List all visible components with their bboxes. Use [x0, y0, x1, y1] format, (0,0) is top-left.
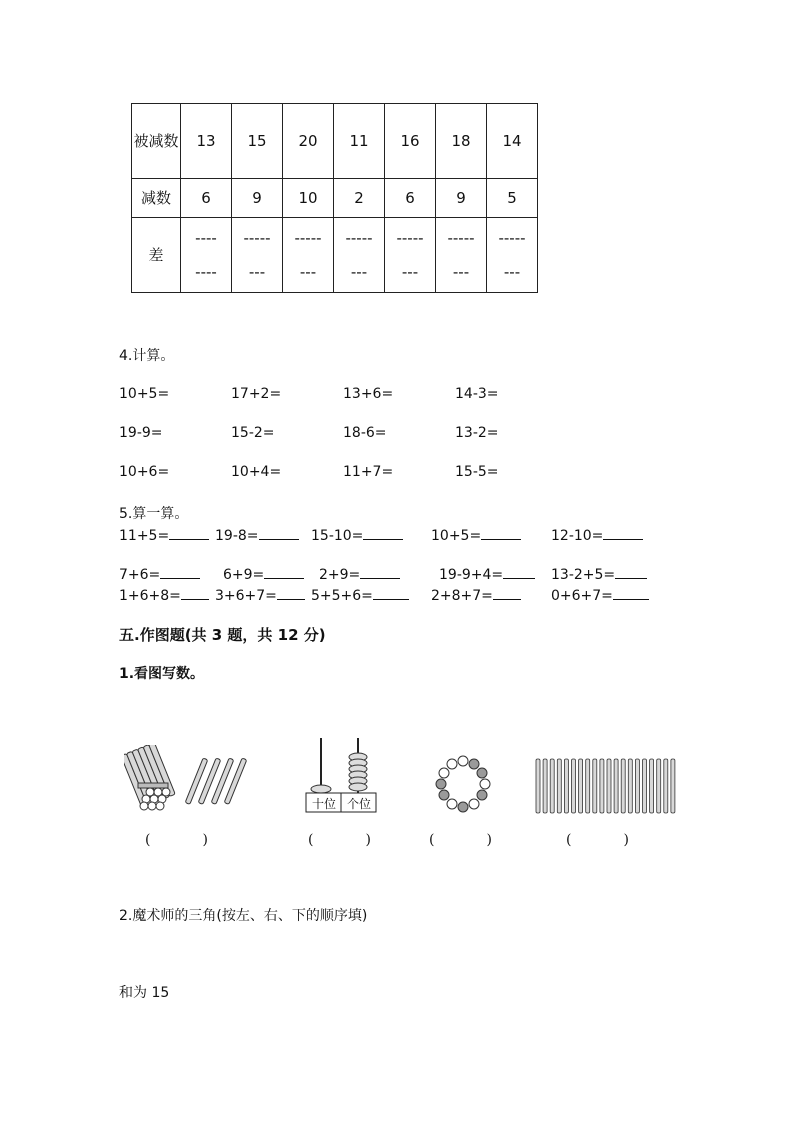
answer-blank[interactable] — [259, 525, 299, 540]
answer-blank[interactable] — [503, 564, 535, 579]
q4-item: 11+7= — [343, 464, 394, 480]
stick — [593, 759, 597, 813]
answer-paren-2[interactable]: ( ) — [308, 832, 371, 848]
p2-title: 2.魔术师的三角(按左、右、下的顺序填) — [119, 908, 368, 924]
q4-item: 13+6= — [343, 386, 394, 402]
stick — [628, 759, 632, 813]
minuend-cell: 16 — [385, 104, 436, 179]
difference-cell[interactable]: ----- --- — [385, 218, 436, 293]
answer-paren-3[interactable]: ( ) — [429, 832, 492, 848]
q5-item: 3+6+7= — [215, 585, 305, 604]
q5-item: 15-10= — [311, 525, 403, 544]
answer-blank[interactable] — [160, 564, 200, 579]
minuend-cell: 15 — [232, 104, 283, 179]
subtrahend-cell: 6 — [385, 179, 436, 218]
answer-blank[interactable] — [277, 585, 305, 600]
answer-paren-1[interactable]: ( ) — [145, 832, 208, 848]
q4-item: 15-2= — [231, 425, 275, 441]
answer-blank[interactable] — [493, 585, 521, 600]
abacus-label-tens: 十位 — [311, 797, 336, 811]
stick — [564, 759, 568, 813]
difference-cell[interactable]: ----- --- — [487, 218, 538, 293]
q5-item: 19-8= — [215, 525, 299, 544]
stick — [671, 759, 675, 813]
q5-item: 6+9= — [223, 564, 304, 583]
stick — [643, 759, 647, 813]
answer-blank[interactable] — [360, 564, 400, 579]
answer-blank[interactable] — [603, 525, 643, 540]
answer-blank[interactable] — [181, 585, 209, 600]
q5-title: 5.算一算。 — [119, 506, 189, 522]
p1-title: 1.看图写数。 — [119, 666, 205, 682]
q4-item: 19-9= — [119, 425, 163, 441]
difference-cell[interactable]: ---- ---- — [181, 218, 232, 293]
stick — [607, 759, 611, 813]
minuend-cell: 14 — [487, 104, 538, 179]
subtrahend-cell: 5 — [487, 179, 538, 218]
answer-blank[interactable] — [373, 585, 409, 600]
stick — [650, 759, 654, 813]
p2-note: 和为 15 — [119, 985, 170, 1001]
q5-item: 2+9= — [319, 564, 400, 583]
minuend-cell: 20 — [283, 104, 334, 179]
stick — [579, 759, 583, 813]
q5-item: 5+5+6= — [311, 585, 409, 604]
difference-cell[interactable]: ----- --- — [232, 218, 283, 293]
difference-cell[interactable]: ----- --- — [283, 218, 334, 293]
stick — [536, 759, 540, 813]
q5-item: 0+6+7= — [551, 585, 649, 604]
minuend-cell: 13 — [181, 104, 232, 179]
q5-item: 12-10= — [551, 525, 643, 544]
stick — [621, 759, 625, 813]
minuend-cell: 11 — [334, 104, 385, 179]
answer-paren-4[interactable]: ( ) — [566, 832, 629, 848]
q5-item: 2+8+7= — [431, 585, 521, 604]
difference-cell[interactable]: ----- --- — [334, 218, 385, 293]
stick — [600, 759, 604, 813]
stick — [572, 759, 576, 813]
stick — [586, 759, 590, 813]
stick-row-icon — [534, 757, 680, 815]
q4-item: 10+4= — [231, 464, 282, 480]
subtraction-table — [131, 103, 538, 293]
difference-cell[interactable]: ----- --- — [436, 218, 487, 293]
q4-item: 17+2= — [231, 386, 282, 402]
stick — [635, 759, 639, 813]
q5-item: 1+6+8= — [119, 585, 209, 604]
answer-blank[interactable] — [169, 525, 209, 540]
q4-item: 14-3= — [455, 386, 499, 402]
q4-item: 10+5= — [119, 386, 170, 402]
q4-item: 15-5= — [455, 464, 499, 480]
q4-item: 10+6= — [119, 464, 170, 480]
q4-item: 13-2= — [455, 425, 499, 441]
stick — [614, 759, 618, 813]
subtrahend-cell: 10 — [283, 179, 334, 218]
section-title: 五.作图题(共 3 题，共 12 分) — [119, 626, 326, 644]
q4-title: 4.计算。 — [119, 348, 175, 364]
answer-blank[interactable] — [481, 525, 521, 540]
q4-item: 18-6= — [343, 425, 387, 441]
row-header-minuend: 被减数 — [132, 104, 181, 179]
subtrahend-cell: 9 — [436, 179, 487, 218]
stick — [550, 759, 554, 813]
minuend-cell: 18 — [436, 104, 487, 179]
stick — [543, 759, 547, 813]
subtrahend-cell: 9 — [232, 179, 283, 218]
q5-item: 13-2+5= — [551, 564, 647, 583]
abacus-label-ones: 个位 — [346, 797, 371, 811]
answer-blank[interactable] — [615, 564, 647, 579]
q5-item: 11+5= — [119, 525, 209, 544]
stick — [664, 759, 668, 813]
answer-blank[interactable] — [363, 525, 403, 540]
q5-item: 7+6= — [119, 564, 200, 583]
subtrahend-cell: 2 — [334, 179, 385, 218]
row-header-difference: 差 — [132, 218, 181, 293]
stick-bundle-icon — [124, 745, 250, 811]
q5-item: 19-9+4= — [439, 564, 535, 583]
bead-ring-icon — [434, 755, 492, 815]
stick — [657, 759, 661, 813]
row-header-subtrahend: 减数 — [132, 179, 181, 218]
subtrahend-cell: 6 — [181, 179, 232, 218]
q5-item: 10+5= — [431, 525, 521, 544]
answer-blank[interactable] — [613, 585, 649, 600]
stick — [557, 759, 561, 813]
answer-blank[interactable] — [264, 564, 304, 579]
